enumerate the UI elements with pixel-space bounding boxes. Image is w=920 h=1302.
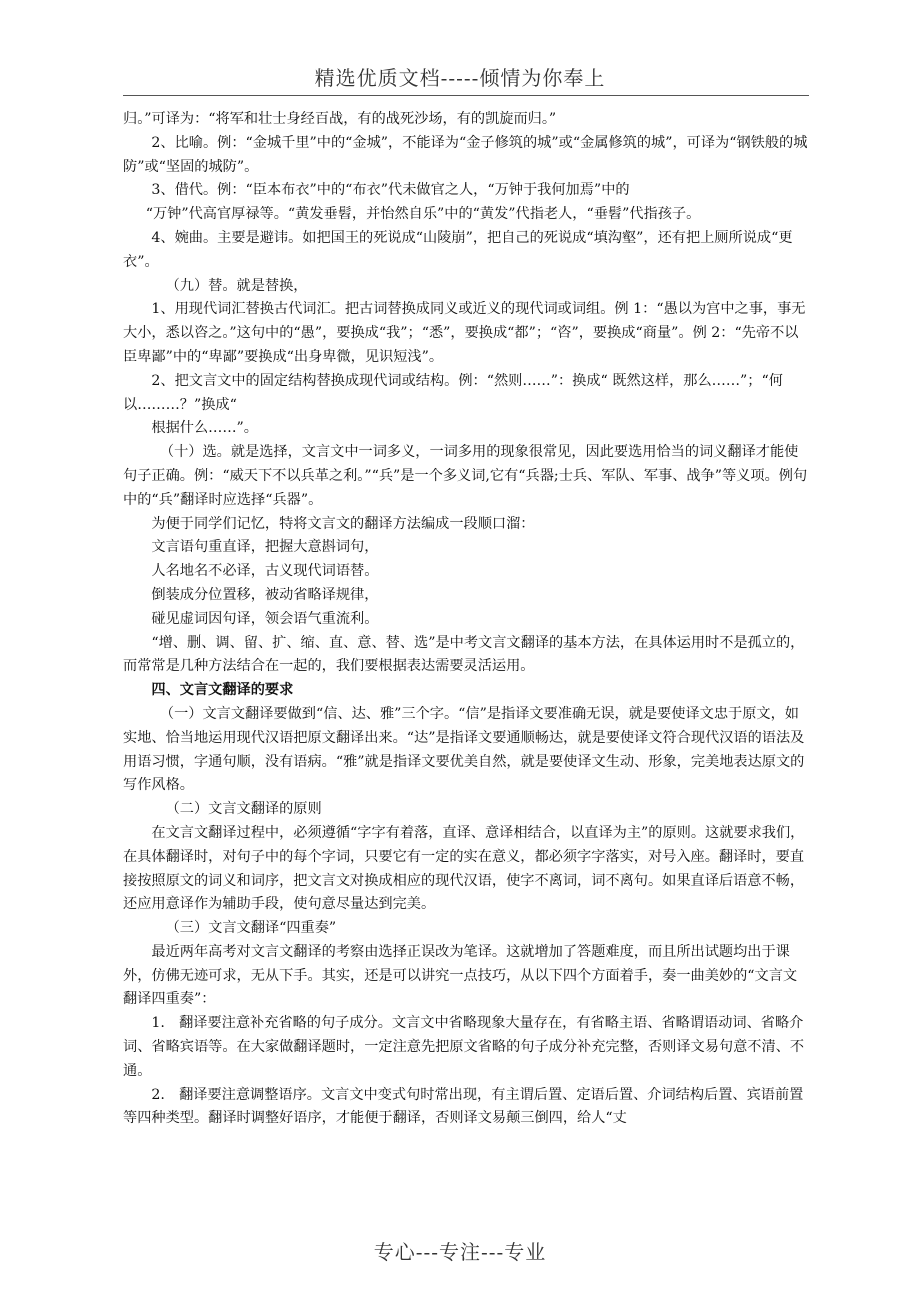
verse-line: 人名地名不必译，古义现代词语替。 — [151, 563, 379, 580]
section-heading: 四、文言文翻译的要求 — [151, 682, 294, 699]
document-body — [123, 108, 809, 1131]
paragraph: 1、用现代词汇替换古代词汇。把古词替换成同义或近义的现代词或词组。例 1：“愚以为宫中之事，事无大小，悉以咨之。”这句中的“愚”，要换成“我”；“悉”，要换成“都”；“咨”，要换成“商量”。例 2：“先帝不以臣卑鄙”中的“卑鄙”要换成“出身卑微，见识短浅”。 — [123, 301, 806, 365]
paragraph: 为便于同学们记忆，特将文言文的翻译方法编成一段顺口溜： — [151, 515, 535, 532]
paragraph: “万钟”代高官厚禄等。“黄发垂髫，并怡然自乐”中的“黄发”代指老人，“垂髫”代指孩子。 — [145, 206, 701, 223]
paragraph: 在文言文翻译过程中，必须遵循“字字有着落，直译、意译相结合，以直译为主”的原则。这就要求我们，在具体翻译时，对句子中的每个字词，只要它有一定的实在意义，都必须字字落实，对号入座。翻译时，要直接按照原文的词义和词序，把文言文对换成相应的现代汉语，使字不离词，词不离句。如果直译后语意不畅，还应用意译作为辅助手段，使句意尽量达到完美。 — [123, 824, 805, 913]
page-header: 精选优质文档-----倾情为你奉上 — [314, 66, 606, 90]
verse-line: 倒装成分位置移，被动省略译规律， — [151, 586, 379, 603]
page-footer: 专心---专注---专业 — [373, 1240, 547, 1264]
paragraph: （十）选。就是选择，文言文中一词多义，一词多用的现象很常见，因此要选用恰当的词义翻译才能使句子正确。例：“威天下不以兵革之利。”“兵”是一个多义词,它有“兵器;士兵、军队、军事、战争”等义项。例句中的“兵”翻译时应选择“兵器”。 — [123, 444, 808, 508]
paragraph: 最近两年高考对文言文翻译的考察由选择正误改为笔译。这就增加了答题难度，而且所出试题均出于课外，仿佛无迹可求，无从下手。其实，还是可以讲究一点技巧，从以下四个方面着手，奏一曲美妙的“文言文翻译四重奏”： — [123, 943, 798, 1008]
paragraph: “增、删、调、留、扩、缩、直、意、替、选”是中考文言文翻译的基本方法，在具体运用时不是孤立的，而常常是几种方法结合在一起的，我们要根据表达需要灵活运用。 — [123, 634, 805, 675]
verse-line: 碰见虚词因句译，领会语气重流利。 — [151, 610, 379, 627]
section-heading: （九）替。就是替换， — [165, 277, 308, 294]
paragraph: 根据什么……”。 — [151, 420, 258, 437]
section-heading: （二）文言文翻译的原则 — [165, 801, 322, 818]
numbered-paragraph: 2. 翻译要注意调整语序。文言文中变式句时常出现，有主谓后置、定语后置、介词结构后置、宾语前置等四种类型。翻译时调整好语序，才能便于翻译，否则译文易颠三倒四，给人“丈 — [123, 1086, 804, 1127]
paragraph: （一）文言文翻译要做到“信、达、雅”三个字。“信”是指译文要准确无误，就是要使译文忠于原文，如实地、恰当地运用现代汉语把原文翻译出来。“达”是指译文要通顺畅达，就是要使译文符合现代汉语的语法及用语习惯，字通句顺，没有语病。“雅”就是指译文要优美自然，就是要使译文生动、形象，完美地表达原文的写作风格。 — [123, 705, 805, 794]
paragraph: 2、把文言文中的固定结构替换成现代词或结构。例：“然则……”：换成“ 既然这样，那么……”；“何以………？”换成“ — [123, 372, 783, 413]
paragraph: 4、婉曲。主要是避讳。如把国王的死说成“山陵崩”，把自己的死说成“填沟壑”，还有把上厕所说成“更衣”。 — [123, 229, 793, 270]
header-divider — [123, 95, 809, 96]
paragraph: 归。”可译为：“将军和壮士身经百战，有的战死沙场，有的凯旋而归。” — [123, 111, 557, 127]
paragraph: 2、比喻。例：“金城千里”中的“金城”，不能译为“金子修筑的城”或“金属修筑的城”，可译为“钢铁般的城防”或“坚固的城防”。 — [123, 134, 808, 175]
section-heading: （三）文言文翻译“四重奏” — [165, 920, 337, 937]
paragraph: 3、借代。例：“臣本布衣”中的“布衣”代未做官之人，“万钟于我何加焉”中的 — [151, 182, 630, 199]
verse-line: 文言语句重直译，把握大意斟词句， — [151, 539, 379, 556]
numbered-paragraph: 1. 翻译要注意补充省略的句子成分。文言文中省略现象大量存在，有省略主语、省略谓语动词、省略介词、省略宾语等。在大家做翻译题时，一定注意先把原文省略的句子成分补充完整，否则译文易句意不清、不通。 — [123, 1015, 805, 1079]
